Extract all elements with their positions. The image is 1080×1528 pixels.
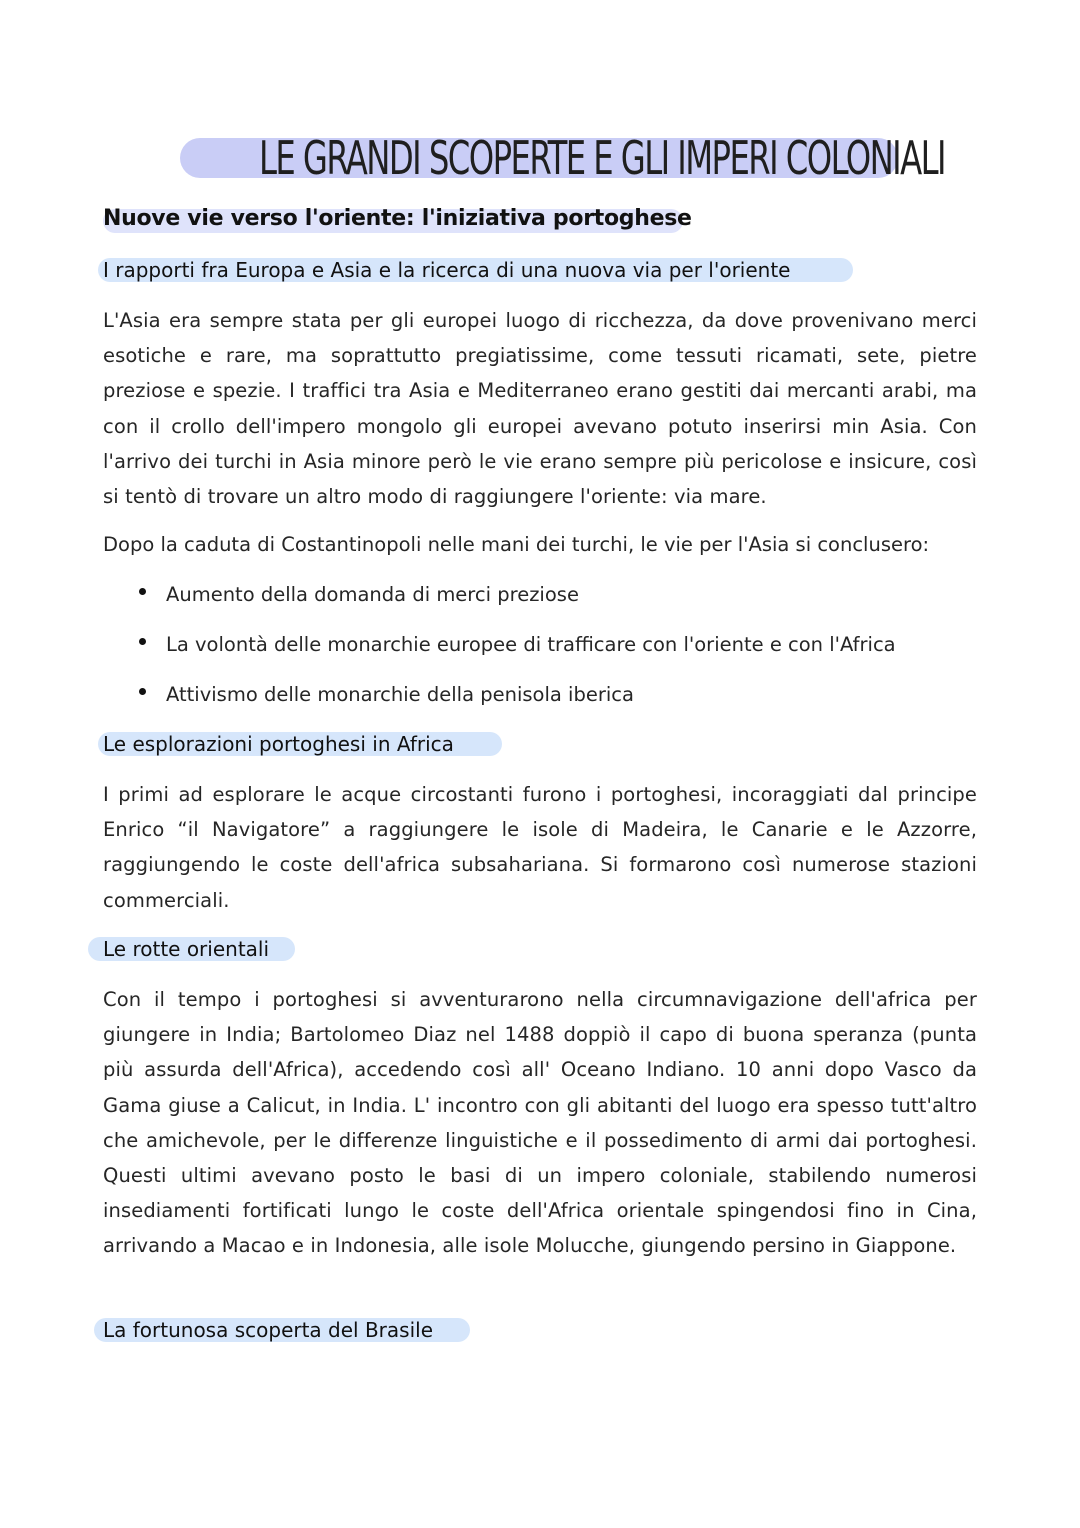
list-item: La volontà delle monarchie europee di trafficare con l'oriente e con l'Africa: [135, 630, 975, 660]
section-heading-text: Nuove vie verso l'oriente: l'iniziativa portoghese: [103, 206, 692, 231]
page-title: LE GRANDI SCOPERTE E GLI IMPERI COLONIALI: [258, 131, 946, 185]
subheading-rapporti: [98, 256, 791, 282]
subheading-esplorazioni: [98, 730, 454, 756]
bullet-icon: [139, 588, 146, 595]
subheading-brasile: [94, 1316, 433, 1342]
subheading-rotte: [88, 935, 269, 961]
bullet-icon: [139, 688, 146, 695]
bullet-icon: [139, 638, 146, 645]
subheading-text: Le esplorazioni portoghesi in Africa: [103, 732, 454, 756]
subheading-text: Le rotte orientali: [103, 937, 270, 961]
subheading-text: I rapporti fra Europa e Asia e la ricerca di una nuova via per l'oriente: [103, 258, 791, 282]
paragraph-asia: L'Asia era sempre stata per gli europei luogo di ricchezza, da dove provenivano merci esotiche e rare, ma soprattutto pregiatissime, come tessuti ricamati, sete, pietre preziose e spezie. I traffici tra Asia e Mediterraneo erano gestiti dai mercanti arabi, ma con il crollo dell'impero mongolo gli europei avevano potuto inserirsi min Asia. Con l'arrivo dei turchi in Asia minore però le vie erano sempre più pericolose e insicure, così si tentò di trovare un altro modo di raggiungere l'oriente: via mare.: [103, 309, 977, 509]
paragraph-esplorazioni: I primi ad esplorare le acque circostanti furono i portoghesi, incoraggiati dal principe Enrico “il Navigatore” a raggiungere le isole di Madeira, le Canarie e le Azzorre, raggiungendo le coste dell'africa subsahariana. Si formarono così numerose stazioni commerciali.: [103, 783, 977, 912]
paragraph-costantinopoli: Dopo la caduta di Costantinopoli nelle mani dei turchi, le vie per l'Asia si conclusero:: [103, 533, 930, 556]
list-item: Attivismo delle monarchie della penisola iberica: [135, 680, 975, 710]
title-block: [180, 128, 946, 185]
subheading-text: La fortunosa scoperta del Brasile: [103, 1318, 433, 1342]
list-item: Aumento della domanda di merci preziose: [135, 580, 975, 610]
paragraph-rotte: Con il tempo i portoghesi si avventurarono nella circumnavigazione dell'africa per giungere in India; Bartolomeo Diaz nel 1488 doppiò il capo di buona speranza (punta più assurda dell'Africa), accedendo così all' Oceano Indiano. 10 anni dopo Vasco da Gama giuse a Calicut, in India. L' incontro con gli abitanti del luogo era spesso tutt'altro che amichevole, per le differenze linguistiche e il possedimento di armi dai portoghesi. Questi ultimi avevano posto le basi di un impero coloniale, stabilendo numerosi insediamenti fortificati lungo le coste dell'Africa orientale spingendosi fino in Cina, arrivando a Macao e in Indonesia, alle isole Molucche, giungendo persino in Giappone.: [103, 988, 977, 1258]
section-heading: [103, 205, 692, 233]
